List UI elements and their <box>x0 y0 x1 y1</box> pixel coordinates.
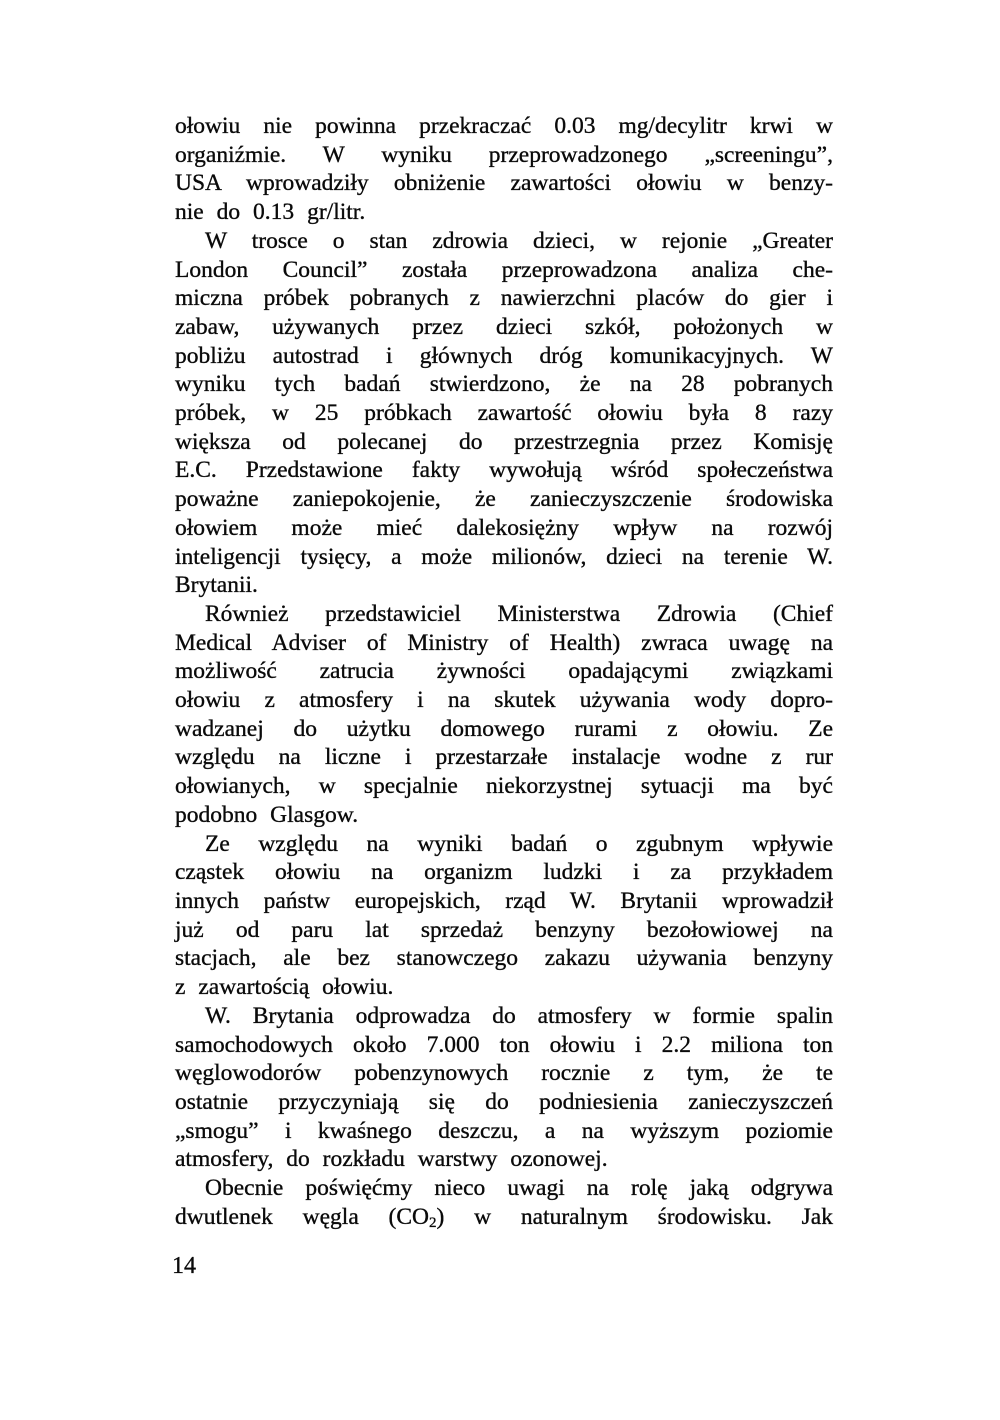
text-line: ołowiu nie powinna przekraczać 0.03 mg/decylitr krwi w <box>175 113 833 139</box>
text-line: W. Brytania odprowadza do atmosfery w formie spalin <box>205 1002 833 1029</box>
text-line: samochodowych około 7.000 ton ołowiu i 2.2 miliona ton <box>175 1031 833 1058</box>
text-line: E.C. Przedstawione fakty wywołują wśród społeczeństwa <box>175 457 833 484</box>
text-line: Ze względu na wyniki badań o zgubnym wpływie <box>205 830 833 857</box>
text-line: ołowianych, w specjalnie niekorzystnej sytuacji ma być <box>175 773 833 800</box>
text-line: miczna próbek pobranych z nawierzchni placów do gier i <box>175 285 833 312</box>
text-line: cząstek ołowiu na organizm ludzki i za przykładem <box>175 859 833 886</box>
text-line: innych państw europejskich, rząd W. Brytanii wprowadził <box>175 887 833 914</box>
text-line: organiźmie. W wyniku przeprowadzonego „screeningu”, <box>175 141 833 168</box>
text-line: wadzanej do użytku domowego rurami z ołowiu. Ze <box>175 715 833 742</box>
text-line: możliwość zatrucia żywności opadającymi związkami <box>175 658 833 685</box>
text-line: dwutlenek węgla $(CO_2)$ w naturalnym środowisku. Jak <box>175 1203 833 1232</box>
text-line: węglowodorów pobenzynowych rocznie z tym, że te <box>175 1060 833 1087</box>
text-line: W trosce o stan zdrowia dzieci, w rejonie „Greater <box>205 227 833 254</box>
text-line: Obecnie poświęćmy nieco uwagi na rolę jaką odgrywa <box>205 1175 833 1202</box>
text-line: ostatnie przyczyniają się do podniesienia zanieczyszczeń <box>175 1088 833 1115</box>
page-number: 14 <box>172 1253 196 1279</box>
text-line: stacjach, ale bez stanowczego zakazu używania benzyny <box>175 945 833 972</box>
text-line: ołowiem może mieć dalekosiężny wpływ na rozwój <box>175 514 833 541</box>
text-line: London Council” została przeprowadzona analiza che- <box>175 256 833 283</box>
text-line: już od paru lat sprzedaż benzyny bezołowiowej na <box>175 916 833 943</box>
text-line: względu na liczne i przestarzałe instalacje wodne z rur <box>175 744 833 771</box>
subscript-text: 2 <box>429 1215 437 1232</box>
text-line: nie do 0.13 gr/litr. <box>175 199 366 226</box>
text-line: ołowiu z atmosfery i na skutek używania wody dopro- <box>175 687 833 714</box>
text-line: wyniku tych badań stwierdzono, że na 28 pobranych <box>175 371 833 398</box>
text-line: Brytanii. <box>175 572 258 599</box>
text-line: pobliżu autostrad i głównych dróg komunikacyjnych. W <box>175 342 833 369</box>
text-line: Również przedstawiciel Ministerstwa Zdrowia (Chief <box>205 600 833 627</box>
text-line: Medical Adviser of Ministry of Health) zwraca uwagę na <box>175 629 833 656</box>
page-text <box>175 112 833 1231</box>
text-line: zabaw, używanych przez dzieci szkół, położonych w <box>175 313 833 340</box>
text-line: podobno Glasgow. <box>175 801 359 828</box>
text-line: z zawartością ołowiu. <box>175 974 394 1001</box>
text-line: „smogu” i kwaśnego deszczu, a na wyższym poziomie <box>175 1117 833 1144</box>
text-line: inteligencji tysięcy, a może milionów, dzieci na terenie W. <box>175 543 833 570</box>
text-line: atmosfery, do rozkładu warstwy ozonowej. <box>175 1146 608 1173</box>
text-line: próbek, w 25 próbkach zawartość ołowiu była 8 razy <box>175 400 833 427</box>
text-line: USA wprowadziły obniżenie zawartości ołowiu w benzy- <box>175 170 833 197</box>
text-line: poważne zaniepokojenie, że zanieczyszczenie środowiska <box>175 486 833 513</box>
text-line: większa od polecanej do przestrzegnia przez Komisję <box>175 428 833 455</box>
